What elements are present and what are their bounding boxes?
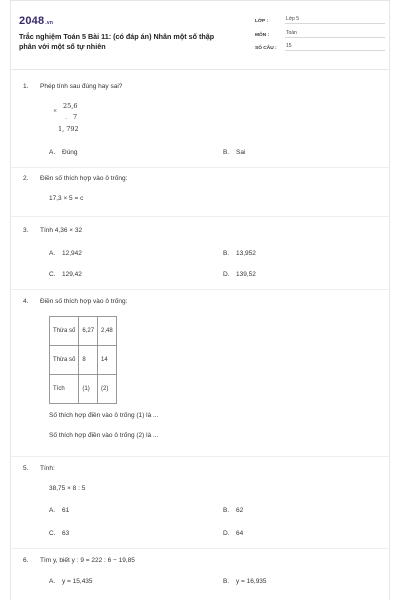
option-a[interactable]: A. y = 15,435 — [49, 578, 93, 585]
question-number: 6. — [23, 557, 29, 564]
meta-question-count: SỐ CÂU : 15 — [255, 40, 385, 51]
question-text: Tính 4,36 × 32 — [40, 227, 83, 234]
table-cell: (2) — [98, 375, 117, 404]
fill-blank-1: Số thích hợp điền vào ô trống (1) là ... — [49, 412, 159, 419]
question-separator — [11, 216, 389, 217]
option-b[interactable]: B. 62 — [223, 507, 244, 514]
multiplication-table — [49, 316, 117, 404]
option-a[interactable]: A. 61 — [49, 507, 70, 514]
table-cell: 2,48 — [98, 317, 117, 346]
question-number: 4. — [23, 298, 29, 305]
table-row — [50, 346, 117, 375]
question-text: Tính: — [40, 465, 55, 472]
meta-subject: MÔN : Toán — [255, 27, 385, 38]
worksheet-title: Trắc nghiệm Toán 5 Bài 11: (có đáp án) Nhân một số thập phân với một số tự nhiên — [19, 32, 215, 51]
question-separator — [11, 289, 389, 290]
question-text: Điền số thích hợp vào ô trống: — [40, 175, 128, 182]
option-b[interactable]: B. y = 16,935 — [223, 578, 267, 585]
question-separator — [11, 167, 389, 168]
table-cell: 6,27 — [79, 317, 98, 346]
expression: 17,3 × 5 = c — [49, 195, 84, 202]
question-text: Điền số thích hợp vào ô trống: — [40, 298, 128, 305]
table-row — [50, 317, 117, 346]
calc-result: 1, 792 — [58, 125, 79, 133]
meta-class: LỚP : Lớp 5 — [255, 13, 385, 24]
question-text: Phép tính sau đúng hay sai? — [40, 83, 123, 90]
question-number: 2. — [23, 175, 29, 182]
table-cell: Tích — [50, 375, 79, 404]
worksheet-header — [11, 1, 389, 69]
table-cell: (1) — [79, 375, 98, 404]
question-number: 1. — [23, 83, 29, 90]
fill-blank-2: Số thích hợp điền vào ô trống (2) là ... — [49, 432, 159, 439]
option-a[interactable]: A. 12,942 — [49, 250, 82, 257]
table-row — [50, 375, 117, 404]
table-cell: 14 — [98, 346, 117, 375]
question-text: Tìm y, biết y : 9 = 222 : 6 − 19,85 — [40, 557, 135, 564]
option-b[interactable]: B. 13,952 — [223, 250, 256, 257]
calc-operator-multiply: × — [53, 108, 58, 114]
option-d[interactable]: D. 64 — [223, 530, 244, 537]
question-number: 3. — [23, 227, 29, 234]
calc-multiplicand: 25,6 — [63, 102, 78, 110]
header-divider — [11, 69, 389, 70]
option-d[interactable]: D. 139,52 — [223, 271, 256, 278]
site-logo[interactable]: 2048.vn — [19, 15, 54, 27]
expression: 38,75 × 8 : 5 — [49, 485, 86, 492]
table-cell: Thừa số — [50, 317, 79, 346]
calc-operator-line: _ — [65, 113, 68, 119]
question-number: 5. — [23, 465, 29, 472]
table-cell: Thừa số — [50, 346, 79, 375]
table-cell: 8 — [79, 346, 98, 375]
worksheet-meta — [255, 13, 385, 54]
option-c[interactable]: C. 129,42 — [49, 271, 82, 278]
option-c[interactable]: C. 63 — [49, 530, 70, 537]
question-separator — [11, 548, 389, 549]
worksheet-page — [10, 0, 390, 600]
calc-multiplier: 7 — [73, 113, 78, 121]
question-separator — [11, 456, 389, 457]
option-a[interactable]: A. Đúng — [49, 149, 78, 156]
option-b[interactable]: B. Sai — [223, 149, 246, 156]
